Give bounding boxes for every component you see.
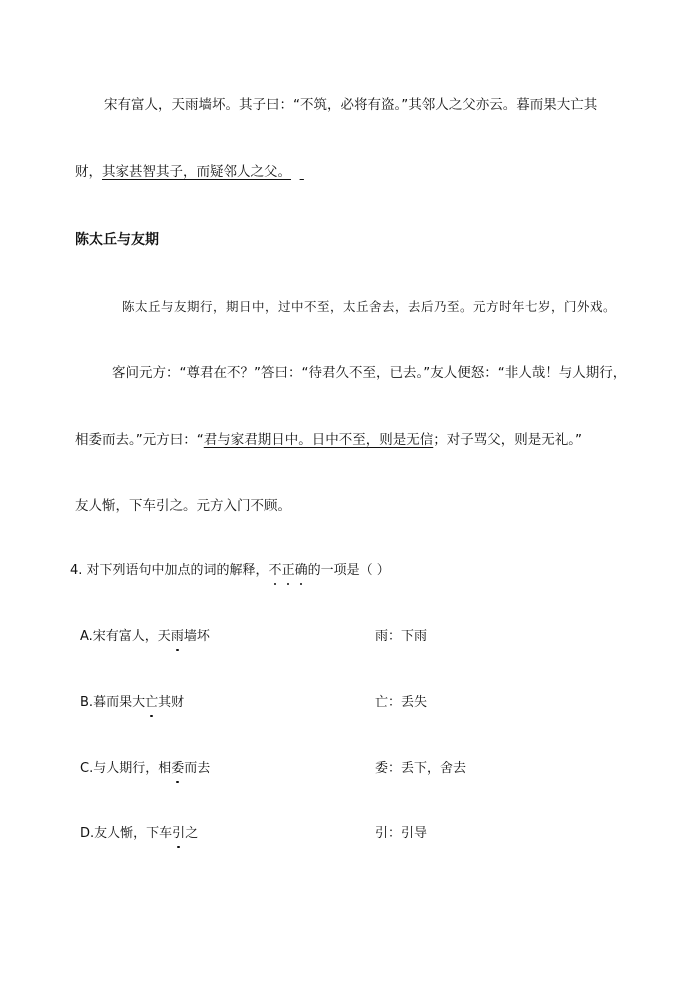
- option-a: [80, 628, 210, 646]
- passage2-line3-after: ；对子骂父，则是无礼。”: [433, 432, 582, 448]
- section-title: 陈太丘与友期: [75, 232, 159, 248]
- option-c-answer: 委：丢下，舍去: [375, 761, 467, 776]
- option-d-post: 之: [185, 826, 199, 841]
- passage2-line3: [75, 431, 582, 449]
- option-a-answer: 雨：下雨: [375, 629, 428, 644]
- option-b-label: B.: [80, 695, 94, 710]
- option-c-label: C.: [80, 761, 94, 776]
- question-suffix: 的一项是（ ）: [307, 563, 390, 578]
- passage1-line2-underlined: 其家甚智其子，而疑邻人之父。: [102, 164, 291, 180]
- passage2-line1: 陈太丘与友期行，期日中，过中不至，太丘舍去，去后乃至。元方时年七岁，门外戏。: [122, 299, 617, 314]
- option-a-pre: 宋有富人，天: [92, 629, 171, 644]
- passage2-line3-before: 相委而去。”元方曰：“: [75, 432, 204, 448]
- option-b-answer: 亡：丢失: [375, 695, 428, 710]
- option-d-label: D.: [80, 826, 95, 841]
- option-d: [80, 825, 198, 843]
- option-a-label: A.: [80, 629, 93, 644]
- passage2-line3-underlined: 君与家君期日中。日中不至，则是无信: [203, 432, 434, 448]
- option-c-dot-char: 委: [171, 761, 185, 776]
- option-d-answer: 引：引导: [375, 826, 428, 841]
- passage1-line1: 宋有富人，天雨墙坏。其子曰：“不筑，必将有盗。”其邻人之父亦云。暮而果大亡其: [104, 97, 598, 113]
- option-b: [80, 694, 184, 712]
- option-d-dot-char: 引: [172, 826, 186, 841]
- question-dot-char-2: 正: [281, 563, 295, 578]
- option-a-dot-char: 雨: [170, 629, 184, 644]
- passage2-line2: 客问元方：“尊君在不？”答曰：“待君久不至，已去。”友人便怒：“非人哉！与人期行，: [112, 365, 627, 381]
- option-c: [80, 760, 210, 778]
- passage1-line2: [75, 163, 304, 181]
- question-dot-char-3: 确: [294, 563, 308, 578]
- option-b-post: 其财: [158, 695, 185, 710]
- question-prefix: 4. 对下列语句中加点的词的解释，: [70, 563, 269, 578]
- option-b-pre: 暮而果大: [93, 695, 146, 710]
- passage1-line2-plain: 财，: [75, 164, 102, 180]
- option-c-post: 而去: [184, 761, 211, 776]
- option-b-dot-char: 亡: [145, 695, 159, 710]
- option-c-pre: 与人期行，相: [93, 761, 172, 776]
- question-dot-char-1: 不: [268, 563, 282, 578]
- passage2-line4: 友人惭，下车引之。元方入门不顾。: [75, 498, 291, 514]
- option-a-post: 墙坏: [183, 629, 210, 644]
- option-d-pre: 友人惭，下车: [94, 826, 173, 841]
- question-stem: [70, 562, 390, 580]
